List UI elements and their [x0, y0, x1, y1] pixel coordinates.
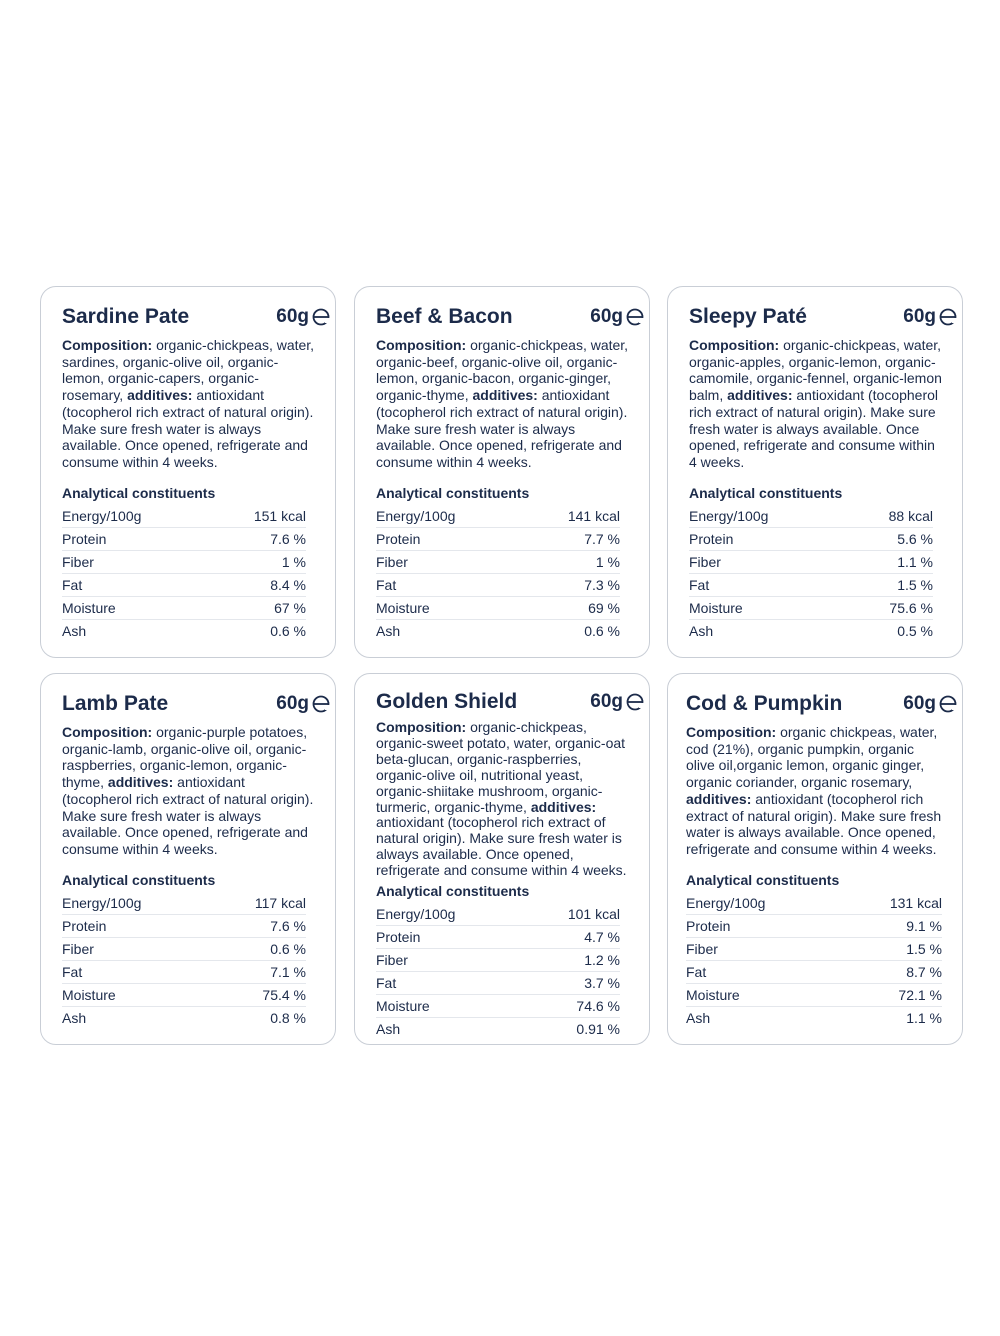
- nutrient-table: [686, 892, 942, 1029]
- e-mark-icon: [938, 692, 958, 716]
- table-row: [62, 960, 306, 983]
- analytical-heading: Analytical constituents: [62, 871, 216, 888]
- table-row: [62, 573, 306, 596]
- nutrient-value: 101 kcal: [523, 903, 620, 926]
- nutrient-label: Moisture: [62, 596, 209, 619]
- table-row: [686, 1006, 942, 1029]
- additives-text: antioxidant (tocopherol rich extract of natural origin). Make sure fresh water is always available. Once opened, refrigerate and consume within 4 weeks.: [62, 774, 314, 857]
- additives-text: antioxidant (tocopherol rich extract of natural origin). Make sure fresh water is always available. Once opened, refrigerate and consume within 4 weeks.: [686, 790, 942, 857]
- nutrient-value: 88 kcal: [846, 505, 933, 528]
- analytical-heading: Analytical constituents: [376, 883, 530, 900]
- table-row: [62, 914, 306, 937]
- table-row: [376, 995, 620, 1018]
- table-row: [686, 960, 942, 983]
- nutrient-value: 7.6 %: [209, 527, 306, 550]
- analytical-heading: Analytical constituents: [376, 484, 530, 501]
- nutrient-value: 7.3 %: [523, 573, 620, 596]
- nutrient-label: Energy/100g: [62, 505, 209, 528]
- nutrient-label: Ash: [689, 622, 714, 639]
- nutrient-value: 4.7 %: [523, 926, 620, 949]
- e-mark-icon: [625, 305, 645, 329]
- nutrient-label: Moisture: [686, 983, 841, 1006]
- nutrient-label: Fiber: [62, 550, 209, 573]
- composition-ingredients: organic-chickpeas, water, organic-apples, organic-lemon, organic-camomile, organic-fennel, organic-lemon balm,: [689, 337, 942, 404]
- nutrient-label: Fiber: [62, 937, 210, 960]
- analytical-heading: Analytical constituents: [62, 484, 216, 501]
- table-row: [689, 596, 933, 619]
- table-row: [62, 550, 306, 573]
- nutrient-value: 0.6 %: [584, 622, 620, 639]
- table-row: [689, 505, 933, 528]
- table-row: [376, 505, 620, 528]
- card-header: [62, 303, 323, 337]
- composition-ingredients: organic-chickpeas, organic-sweet potato, water, organic-oat beta-glucan, organic-raspberries, organic-olive oil, nutritional yeast, organic-shiitake mushroom, organic-turmeric, organic-thyme,: [376, 719, 626, 815]
- composition-label: Composition:: [376, 719, 467, 735]
- table-row: [686, 937, 942, 960]
- nutrient-label: Ash: [686, 1009, 711, 1026]
- additives-label: additives:: [127, 387, 193, 404]
- composition-text: [376, 337, 637, 471]
- e-mark-icon: [311, 692, 331, 716]
- nutrient-table: [62, 505, 306, 642]
- additives-text: antioxidant (tocopherol rich extract of natural origin). Make sure fresh water is always available. Once opened, refrigerate and consume within 4 weeks.: [62, 387, 314, 470]
- card-header: [376, 303, 637, 337]
- additives-text: antioxidant (tocopherol rich extract of natural origin). Make sure fresh water is always available. Once opened, refrigerate and consume within 4 weeks.: [376, 814, 627, 879]
- table-row: [376, 550, 620, 573]
- nutrient-label: Protein: [376, 926, 523, 949]
- nutrient-value: 117 kcal: [210, 892, 306, 915]
- nutrient-label: Energy/100g: [376, 903, 523, 926]
- table-row: [62, 937, 306, 960]
- nutrient-value: 72.1 %: [841, 983, 943, 1006]
- table-row: [376, 596, 620, 619]
- product-card-lamb-pate: [40, 673, 336, 1045]
- nutrient-value: 7.1 %: [210, 960, 306, 983]
- analytical-heading: Analytical constituents: [689, 484, 843, 501]
- card-header: [689, 303, 950, 337]
- nutrient-value: 1.1 %: [906, 1009, 942, 1026]
- nutrient-table: [376, 903, 620, 1040]
- composition-text: [689, 337, 950, 471]
- composition-ingredients: organic-chickpeas, water, organic-beef, organic-olive oil, organic-lemon, organic-bacon, organic-ginger, organic-thyme,: [376, 337, 629, 404]
- table-row: [376, 949, 620, 972]
- nutrient-label: Protein: [689, 527, 846, 550]
- table-row: [376, 573, 620, 596]
- nutrient-value: 74.6 %: [523, 995, 620, 1018]
- nutrient-label: Fiber: [376, 949, 523, 972]
- net-weight: 60g: [276, 306, 309, 327]
- composition-text: [376, 720, 637, 879]
- composition-text: [62, 337, 323, 471]
- nutrient-value: 1.1 %: [846, 550, 933, 573]
- nutrient-label: Ash: [62, 622, 87, 639]
- product-title: Beef & Bacon: [376, 305, 513, 328]
- nutrient-table: [376, 505, 620, 642]
- additives-text: antioxidant (tocopherol rich extract of natural origin). Make sure fresh water is always available. Once opened, refrigerate and consume within 4 weeks.: [689, 387, 939, 470]
- table-row: [376, 527, 620, 550]
- product-card-sardine-pate: [40, 286, 336, 658]
- nutrient-label: Energy/100g: [686, 892, 841, 915]
- product-title: Sardine Pate: [62, 305, 190, 328]
- card-header: [376, 688, 637, 720]
- table-row: [62, 505, 306, 528]
- table-row: [689, 527, 933, 550]
- nutrient-label: Energy/100g: [376, 505, 523, 528]
- table-row: [376, 903, 620, 926]
- additives-label: additives:: [686, 790, 752, 807]
- table-row: [62, 983, 306, 1006]
- nutrient-value: 1.5 %: [841, 937, 943, 960]
- nutrient-value: 3.7 %: [523, 972, 620, 995]
- nutrient-label: Fat: [689, 573, 846, 596]
- table-row: [62, 892, 306, 915]
- table-row: [686, 892, 942, 915]
- additives-label: additives:: [727, 387, 793, 404]
- nutrient-value: 7.6 %: [210, 914, 306, 937]
- nutrient-value: 75.6 %: [846, 596, 933, 619]
- table-row: [376, 1018, 620, 1041]
- nutrient-value: 67 %: [209, 596, 306, 619]
- product-card-sleepy-pate: [667, 286, 963, 658]
- nutrient-label: Energy/100g: [689, 505, 846, 528]
- net-weight: 60g: [903, 693, 936, 714]
- table-row: [376, 619, 620, 642]
- additives-label: additives:: [472, 387, 538, 404]
- card-header: [62, 690, 323, 724]
- nutrient-label: Fat: [376, 972, 523, 995]
- product-title: Golden Shield: [376, 690, 518, 713]
- product-title: Sleepy Paté: [689, 305, 807, 328]
- table-row: [62, 619, 306, 642]
- composition-text: [62, 724, 323, 858]
- composition-label: Composition:: [689, 337, 780, 353]
- nutrient-label: Fiber: [686, 937, 841, 960]
- composition-ingredients: organic chickpeas, water, cod (21%), organic pumpkin, organic olive oil,organic lemon, organic ginger, organic coriander, organic rosemary,: [686, 724, 938, 791]
- net-weight: 60g: [903, 306, 936, 327]
- product-card-beef-bacon: [354, 286, 650, 658]
- nutrient-value: 1.5 %: [846, 573, 933, 596]
- nutrient-label: Protein: [376, 527, 523, 550]
- net-weight: 60g: [276, 693, 309, 714]
- nutrient-label: Fiber: [689, 550, 846, 573]
- additives-label: additives:: [530, 798, 597, 815]
- nutrient-value: 0.5 %: [897, 622, 933, 639]
- nutrient-value: 69 %: [523, 596, 620, 619]
- nutrient-value: 1.2 %: [523, 949, 620, 972]
- nutrient-label: Ash: [376, 1021, 401, 1038]
- product-title: Lamb Pate: [62, 692, 169, 715]
- nutrient-table: [689, 505, 933, 642]
- nutrient-value: 1 %: [209, 550, 306, 573]
- nutrient-value: 9.1 %: [841, 914, 943, 937]
- nutrient-table: [62, 892, 306, 1029]
- table-row: [62, 596, 306, 619]
- product-card-cod-pumpkin: [667, 673, 963, 1045]
- nutrient-value: 0.6 %: [210, 937, 306, 960]
- nutrient-value: 0.8 %: [270, 1009, 306, 1026]
- nutrient-value: 0.91 %: [576, 1021, 620, 1038]
- nutrient-label: Protein: [62, 914, 210, 937]
- nutrient-label: Fat: [62, 960, 210, 983]
- nutrient-value: 8.4 %: [209, 573, 306, 596]
- net-weight: 60g: [590, 306, 623, 327]
- nutrient-label: Moisture: [376, 995, 523, 1018]
- nutrient-value: 141 kcal: [523, 505, 620, 528]
- nutrient-value: 75.4 %: [210, 983, 306, 1006]
- nutrient-label: Moisture: [689, 596, 846, 619]
- nutrient-value: 5.6 %: [846, 527, 933, 550]
- e-mark-icon: [938, 305, 958, 329]
- product-card-golden-shield: [354, 673, 650, 1045]
- nutrient-label: Energy/100g: [62, 892, 210, 915]
- nutrient-label: Moisture: [62, 983, 210, 1006]
- analytical-heading: Analytical constituents: [686, 871, 840, 888]
- table-row: [686, 914, 942, 937]
- nutrient-label: Moisture: [376, 596, 523, 619]
- nutrient-value: 7.7 %: [523, 527, 620, 550]
- composition-label: Composition:: [62, 724, 153, 740]
- nutrient-label: Fiber: [376, 550, 523, 573]
- table-row: [62, 527, 306, 550]
- nutrient-label: Fat: [62, 573, 209, 596]
- composition-ingredients: organic-chickpeas, water, sardines, organic-olive oil, organic-lemon, organic-capers, organic-rosemary,: [62, 337, 315, 404]
- additives-text: antioxidant (tocopherol rich extract of natural origin). Make sure fresh water is always available. Once opened, refrigerate and consume within 4 weeks.: [376, 387, 628, 470]
- table-row: [689, 550, 933, 573]
- table-row: [376, 972, 620, 995]
- composition-label: Composition:: [376, 337, 467, 353]
- table-row: [686, 983, 942, 1006]
- table-row: [62, 1006, 306, 1029]
- nutrient-label: Fat: [686, 960, 841, 983]
- nutrient-label: Ash: [62, 1009, 87, 1026]
- composition-label: Composition:: [62, 337, 153, 353]
- composition-text: [686, 724, 950, 858]
- nutrient-label: Ash: [376, 622, 401, 639]
- table-row: [689, 573, 933, 596]
- nutrient-value: 8.7 %: [841, 960, 943, 983]
- e-mark-icon: [625, 690, 645, 714]
- nutrient-value: 151 kcal: [209, 505, 306, 528]
- composition-ingredients: organic-purple potatoes, organic-lamb, organic-olive oil, organic-raspberries, organic-lemon, organic-thyme,: [62, 724, 308, 791]
- nutrient-value: 1 %: [523, 550, 620, 573]
- nutrient-label: Fat: [376, 573, 523, 596]
- nutrient-label: Protein: [62, 527, 209, 550]
- composition-label: Composition:: [686, 724, 777, 740]
- nutrient-label: Protein: [686, 914, 841, 937]
- table-row: [689, 619, 933, 642]
- product-title: Cod & Pumpkin: [686, 692, 843, 715]
- nutrient-value: 131 kcal: [841, 892, 943, 915]
- card-header: [686, 690, 950, 724]
- e-mark-icon: [311, 305, 331, 329]
- additives-label: additives:: [107, 774, 174, 791]
- table-row: [376, 926, 620, 949]
- net-weight: 60g: [590, 691, 623, 712]
- nutrient-value: 0.6 %: [270, 622, 306, 639]
